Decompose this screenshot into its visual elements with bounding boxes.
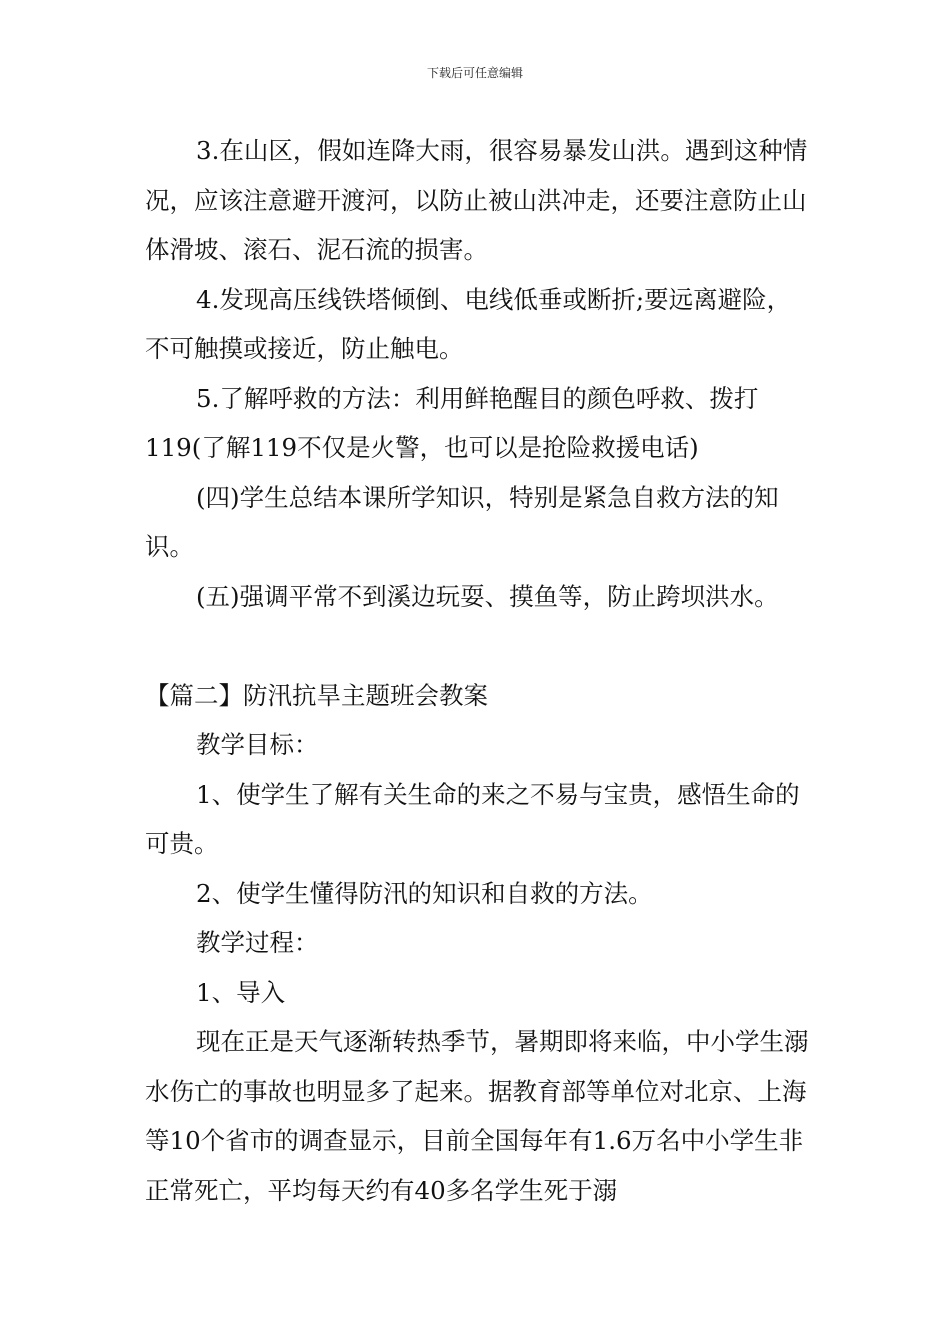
paragraph-teaching-goals-heading: 教学目标： (196, 730, 319, 759)
paragraph-flood-mountain: 3.在山区，假如连降大雨，很容易暴发山洪。遇到这种情况，应该注意避开渡河，以防止被山洪冲走，还要注意防止山体滑坡、滚石、泥石流的损害。 (145, 136, 808, 264)
paragraph-summary: (四)学生总结本课所学知识，特别是紧急自救方法的知识。 (145, 482, 779, 561)
paragraph-power-line: 4.发现高压线铁塔倾倒、电线低垂或断折;要远离避险，不可触摸或接近，防止触电。 (145, 284, 792, 363)
section-title: 【篇二】防汛抗旱主题班会教案 (145, 680, 488, 710)
paragraph-teaching-process-heading: 教学过程： (196, 928, 319, 957)
paragraph-introduction-body: 现在正是天气逐渐转热季节，暑期即将来临，中小学生溺水伤亡的事故也明显多了起来。据教育部等单位对北京、上海等10个省市的调查显示，目前全国每年有1.6万名中小学生非正常死亡，平均每天约有40多名学生死于溺 (145, 1027, 809, 1205)
section-spacer (145, 621, 809, 671)
paragraph-emphasis: (五)强调平常不到溪边玩耍、摸鱼等，防止跨坝洪水。 (196, 581, 779, 611)
page-header: 下载后可任意编辑 (426, 66, 523, 80)
paragraph-goal-1: 1、使学生了解有关生命的来之不易与宝贵，感悟生命的可贵。 (145, 779, 800, 858)
paragraph-call-for-help: 5.了解呼救的方法：利用鲜艳醒目的颜色呼救、拨打119(了解119不仅是火警，也可以是抢险救援电话) (145, 383, 759, 462)
paragraph-goal-2: 2、使学生懂得防汛的知识和自救的方法。 (196, 878, 653, 908)
paragraph-introduction-heading: 1、导入 (196, 977, 286, 1007)
document-body (145, 126, 809, 1215)
